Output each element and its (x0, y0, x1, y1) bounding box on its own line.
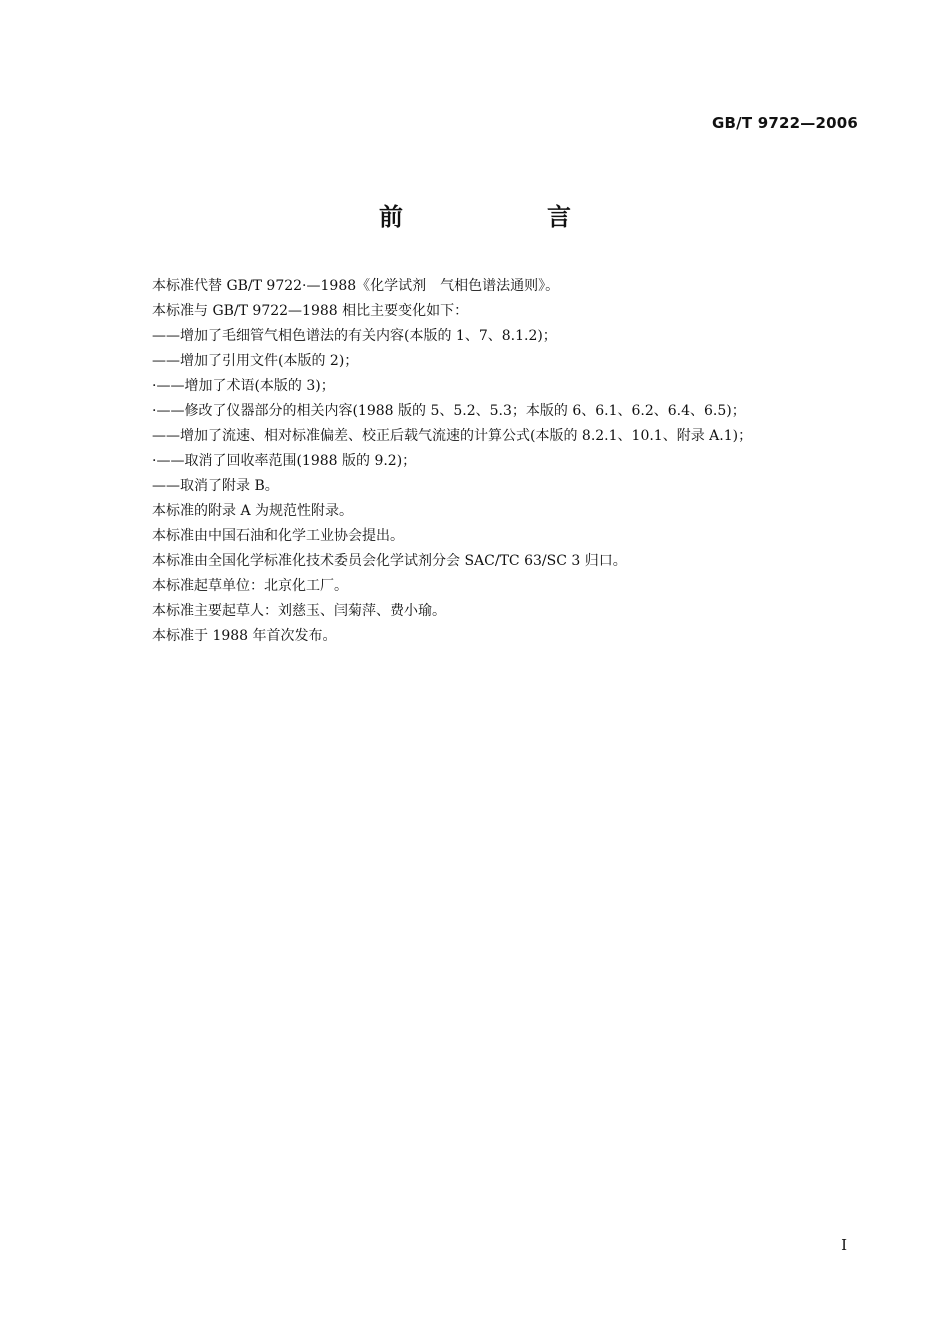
change-item: ——增加了毛细管气相色谱法的有关内容(本版的 1、7、8.1.2)； (152, 328, 557, 344)
change-item: ——增加了引用文件(本版的 2)； (152, 353, 359, 369)
text-line: 本标准由全国化学标准化技术委员会化学试剂分会 SAC/TC 63/SC 3 归口。 (152, 553, 627, 569)
change-item: ——增加了流速、相对标准偏差、校正后载气流速的计算公式(本版的 8.2.1、10.1、附录 A.1)； (152, 428, 753, 444)
change-item: ·——修改了仪器部分的相关内容(1988 版的 5、5.2、5.3；本版的 6、6.1、6.2、6.4、6.5)； (152, 403, 746, 419)
change-item: ·——增加了术语(本版的 3)； (152, 378, 335, 394)
page-number: I (841, 1236, 847, 1254)
text-line: 本标准主要起草人：刘慈玉、闫菊萍、费小瑜。 (152, 603, 446, 619)
text-line: 本标准由中国石油和化学工业协会提出。 (152, 528, 404, 544)
page-title: 前 言 (379, 203, 631, 231)
text-line: 本标准的附录 A 为规范性附录。 (152, 503, 354, 519)
change-item: ——取消了附录 B。 (152, 478, 279, 494)
preface-body (152, 274, 872, 649)
text-line: 本标准与 GB/T 9722—1988 相比主要变化如下： (152, 303, 469, 319)
text-line: 本标准于 1988 年首次发布。 (152, 628, 337, 644)
change-item: ·——取消了回收率范围(1988 版的 9.2)； (152, 453, 417, 469)
text-line: 本标准起草单位：北京化工厂。 (152, 578, 348, 594)
text-line: 本标准代替 GB/T 9722·—1988《化学试剂 气相色谱法通则》。 (152, 278, 560, 294)
standard-code: GB/T 9722—2006 (712, 114, 858, 132)
